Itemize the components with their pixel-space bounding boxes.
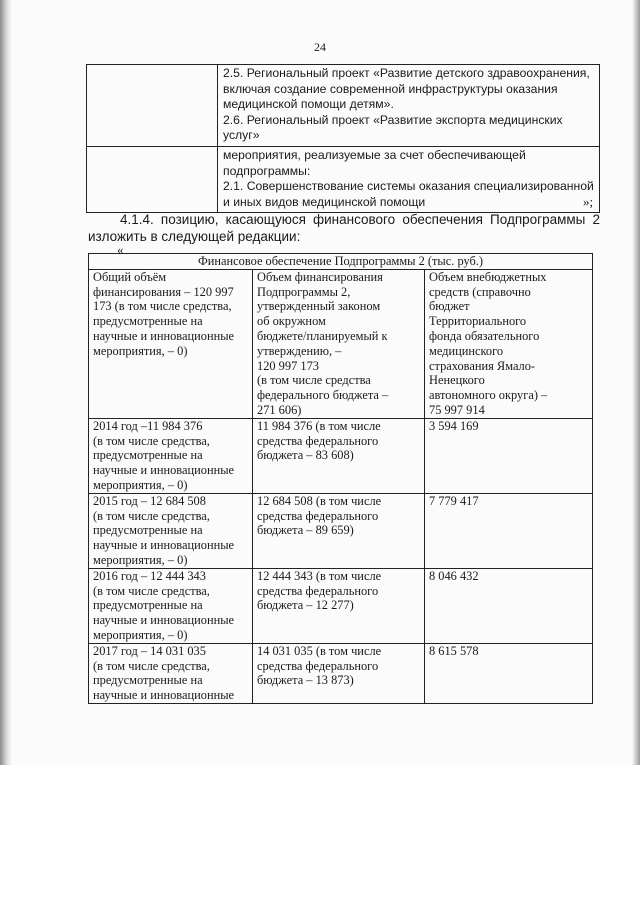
empty-cell bbox=[87, 65, 218, 147]
regional-projects-cell bbox=[218, 65, 600, 147]
budget-cell: 11 984 376 (в том числе средства федерального бюджета – 83 608) bbox=[253, 418, 425, 493]
header-approved-budget: Объем финансирования Подпрограммы 2, утвержденный законом об окружном бюджете/планируемый к утверждению, – 120 997 173 (в том числе средства федерального бюджета – 271 606) bbox=[253, 269, 425, 418]
table-title: Финансовое обеспечение Подпрограммы 2 (тыс. руб.) bbox=[89, 254, 593, 270]
page-number: 24 bbox=[314, 40, 326, 54]
table-title-row bbox=[89, 254, 593, 270]
table-row bbox=[89, 418, 593, 493]
extra-budgetary-cell: 3 594 169 bbox=[425, 418, 593, 493]
header-extra-budgetary: Объем внебюджетных средств (справочно бюджет Территориального фонда обязательного медицинского страхования Ямало- Ненецкого автономного округа) – 75 997 914 bbox=[425, 269, 593, 418]
supporting-measures-heading: мероприятия, реализуемые за счет обеспечивающей подпрограммы: bbox=[223, 147, 526, 178]
extra-budgetary-cell: 8 046 432 bbox=[425, 568, 593, 643]
year-total-cell: 2016 год – 12 444 343 (в том числе средства, предусмотренные на научные и инновационные мероприятия, – 0) bbox=[89, 568, 253, 643]
extra-budgetary-cell: 8 615 578 bbox=[425, 643, 593, 703]
supporting-measures-cell bbox=[218, 146, 600, 212]
year-total-cell: 2014 год –11 984 376 (в том числе средства, предусмотренные на научные и инновационные мероприятия, – 0) bbox=[89, 418, 253, 493]
continuation-table bbox=[86, 64, 600, 213]
table-row bbox=[89, 568, 593, 643]
extra-budgetary-cell: 7 779 417 bbox=[425, 493, 593, 568]
closing-quote: »; bbox=[583, 194, 594, 209]
project-2-6: 2.6. Региональный проект «Развитие экспорта медицинских услуг» bbox=[223, 112, 563, 143]
table-row bbox=[89, 493, 593, 568]
budget-cell: 12 684 508 (в том числе средства федерального бюджета – 89 659) bbox=[253, 493, 425, 568]
budget-cell: 12 444 343 (в том числе средства федерального бюджета – 12 277) bbox=[253, 568, 425, 643]
year-total-cell: 2017 год – 14 031 035 (в том числе средства, предусмотренные на научные и инновационные bbox=[89, 643, 253, 703]
project-2-5: 2.5. Региональный проект «Развитие детского здравоохранения, включая создание современной инфраструктуры оказания медицинской помощи детям». bbox=[223, 66, 590, 112]
budget-cell: 14 031 035 (в том числе средства федерального бюджета – 13 873) bbox=[253, 643, 425, 703]
opening-quote: « bbox=[117, 242, 124, 257]
table-row bbox=[87, 146, 600, 212]
header-total-financing: Общий объём финансирования – 120 997 173 (в том числе средства, предусмотренные на научные и инновационные мероприятия, – 0) bbox=[89, 269, 253, 418]
table-row bbox=[89, 643, 593, 703]
empty-cell bbox=[87, 146, 218, 212]
year-total-cell: 2015 год – 12 684 508 (в том числе средства, предусмотренные на научные и инновационные мероприятия, – 0) bbox=[89, 493, 253, 568]
amendment-paragraph: 4.1.4. позицию, касающуюся финансового обеспечения Подпрограммы 2 изложить в следующей редакции: bbox=[88, 212, 600, 244]
measure-2-1: 2.1. Совершенствование системы оказания специализированной и иных видов медицинской помощи bbox=[223, 179, 594, 209]
table-header-row bbox=[89, 269, 593, 418]
table-row bbox=[87, 65, 600, 147]
blank-area bbox=[0, 765, 640, 905]
financing-table bbox=[88, 253, 593, 704]
